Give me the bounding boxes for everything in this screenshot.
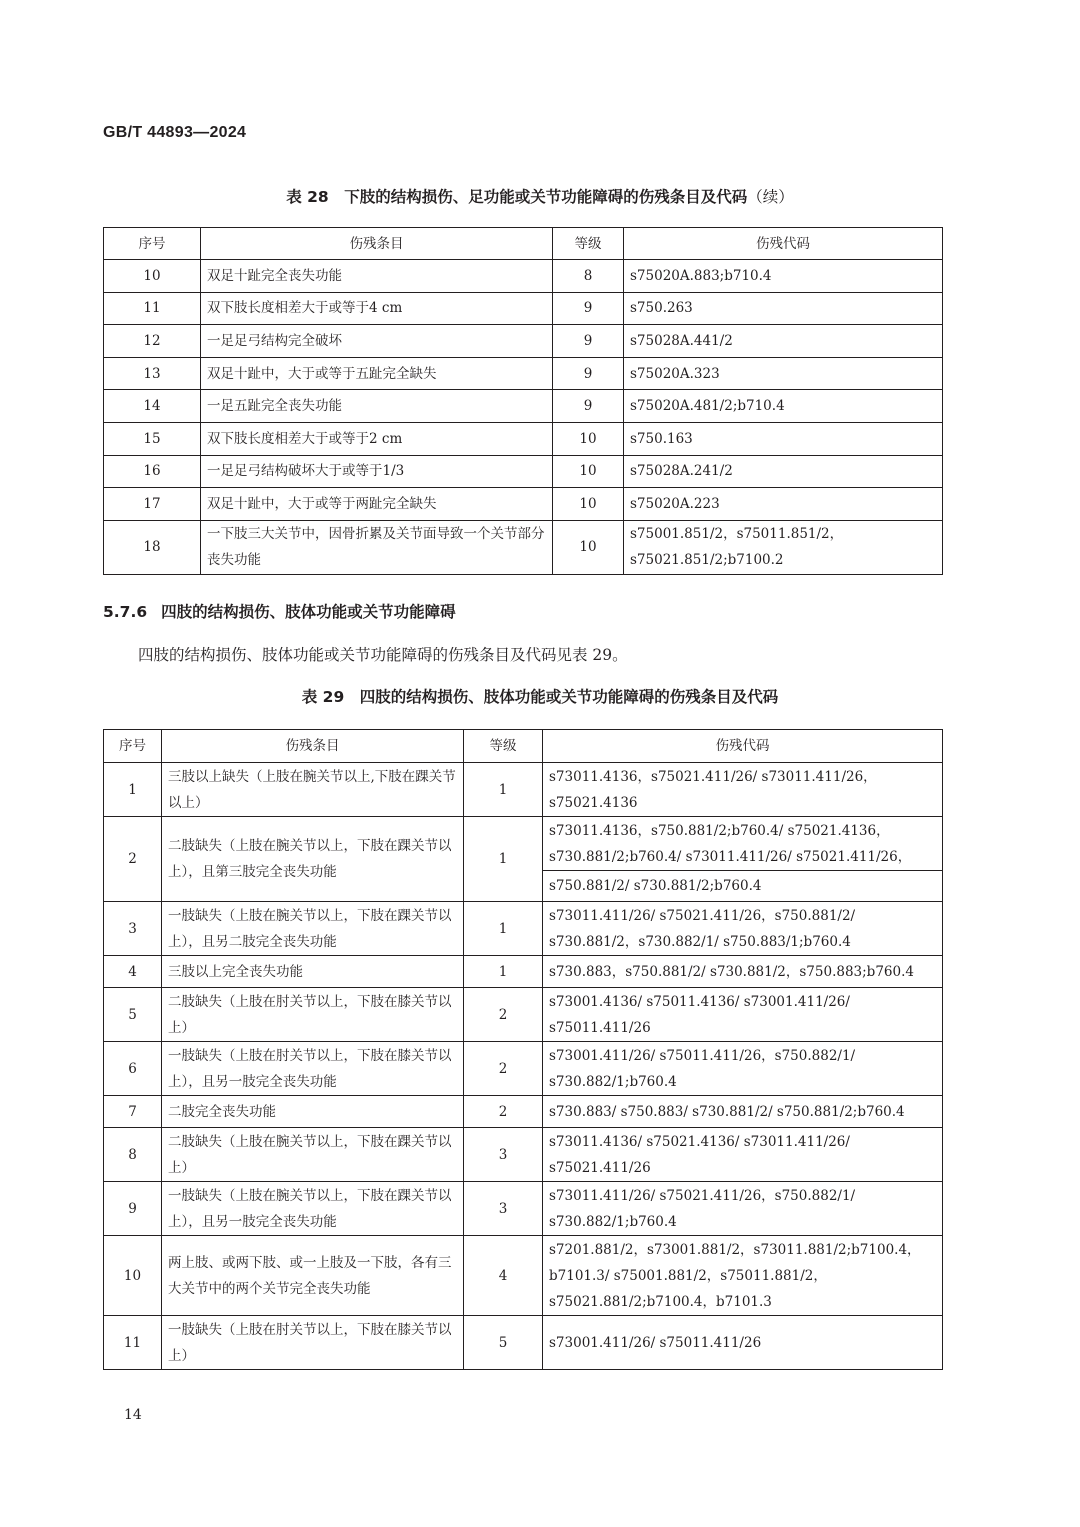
row-grade: 4 [464,1236,543,1316]
table-29 [103,729,943,1370]
table-row [104,763,943,817]
column-header-grade: 等级 [553,228,624,260]
row-item: 双下肢长度相差大于或等于2 cm [201,422,553,455]
row-no: 8 [104,1128,162,1182]
row-no: 14 [104,390,201,423]
row-grade: 2 [464,1042,543,1096]
row-code: s730.883/ s750.883/ s730.881/2/ s750.881/2;b760.4 [543,1096,943,1128]
table-row [104,988,943,1042]
table-28-caption-text: 表 28 下肢的结构损伤、足功能或关节功能障碍的伤残条目及代码 [286,188,748,206]
document-id: GB/T 44893—2024 [103,124,247,141]
row-item: 一下肢三大关节中，因骨折累及关节面导致一个关节部分丧失功能 [201,520,553,574]
column-header-code: 伤残代码 [543,730,943,763]
table-row [104,325,943,358]
row-code: s75001.851/2，s75011.851/2，s75021.851/2;b7100.2 [624,520,943,574]
table-row [104,1236,943,1316]
row-code-continued: s750.881/2/ s730.881/2;b760.4 [543,871,943,902]
row-item: 二肢缺失（上肢在腕关节以上，下肢在踝关节以上），且第三肢完全丧失功能 [162,817,464,902]
row-grade: 3 [464,1128,543,1182]
row-grade: 1 [464,817,543,902]
table-28-continued-label: （续） [747,188,794,206]
row-code: s75020A.223 [624,488,943,521]
row-no: 17 [104,488,201,521]
section-heading [103,600,456,622]
row-no: 16 [104,455,201,488]
row-code: s73011.4136，s750.881/2;b760.4/ s75021.4136，s730.881/2;b760.4/ s73011.411/26/ s75021.411/26， [543,817,943,871]
section-paragraph: 四肢的结构损伤、肢体功能或关节功能障碍的伤残条目及代码见表 29。 [138,646,628,664]
row-grade: 1 [464,956,543,988]
row-grade: 2 [464,988,543,1042]
column-header-grade: 等级 [464,730,543,763]
row-code: s75020A.323 [624,357,943,390]
row-grade: 10 [553,488,624,521]
table-row [104,1316,943,1370]
section-number: 5.7.6 [103,603,148,621]
row-no: 18 [104,520,201,574]
column-header-no: 序号 [104,228,201,260]
table-row [104,956,943,988]
row-grade: 9 [553,357,624,390]
row-item: 双足十趾中，大于或等于两趾完全缺失 [201,488,553,521]
row-no: 11 [104,1316,162,1370]
page-number: 14 [124,1407,142,1423]
table-row [104,422,943,455]
row-no: 13 [104,357,201,390]
row-no: 12 [104,325,201,358]
row-grade: 1 [464,902,543,956]
table-28-caption [0,185,1080,207]
row-code: s75028A.441/2 [624,325,943,358]
table-row [104,455,943,488]
row-no: 5 [104,988,162,1042]
row-grade: 10 [553,422,624,455]
row-code: s73011.4136/ s75021.4136/ s73011.411/26/ s75021.411/26 [543,1128,943,1182]
row-code: s75028A.241/2 [624,455,943,488]
row-code: s73001.411/26/ s75011.411/26 [543,1316,943,1370]
row-item: 二肢完全丧失功能 [162,1096,464,1128]
row-no: 6 [104,1042,162,1096]
table-row [104,520,943,574]
table-row [104,1128,943,1182]
row-code: s75020A.481/2;b710.4 [624,390,943,423]
table-row [104,817,943,871]
row-item: 二肢缺失（上肢在肘关节以上，下肢在膝关节以上） [162,988,464,1042]
row-item: 一足足弓结构破坏大于或等于1/3 [201,455,553,488]
row-item: 一肢缺失（上肢在腕关节以上，下肢在踝关节以上），且另一肢完全丧失功能 [162,1182,464,1236]
row-grade: 9 [553,292,624,325]
row-no: 10 [104,260,201,293]
column-header-code: 伤残代码 [624,228,943,260]
row-item: 双足十趾完全丧失功能 [201,260,553,293]
row-grade: 8 [553,260,624,293]
table-row [104,1096,943,1128]
column-header-no: 序号 [104,730,162,763]
row-item: 二肢缺失（上肢在腕关节以上，下肢在踝关节以上） [162,1128,464,1182]
row-grade: 9 [553,325,624,358]
table-29-caption: 表 29 四肢的结构损伤、肢体功能或关节功能障碍的伤残条目及代码 [301,688,779,706]
row-no: 7 [104,1096,162,1128]
row-item: 一足五趾完全丧失功能 [201,390,553,423]
row-grade: 10 [553,455,624,488]
row-code: s730.883，s750.881/2/ s730.881/2，s750.883;b760.4 [543,956,943,988]
section-title: 四肢的结构损伤、肢体功能或关节功能障碍 [161,603,456,621]
row-code: s73001.411/26/ s75011.411/26，s750.882/1/ s730.882/1;b760.4 [543,1042,943,1096]
column-header-item: 伤残条目 [162,730,464,763]
row-code: s73001.4136/ s75011.4136/ s73001.411/26/ s75011.411/26 [543,988,943,1042]
row-grade: 2 [464,1096,543,1128]
table-header-row [104,730,943,763]
row-grade: 5 [464,1316,543,1370]
row-no: 15 [104,422,201,455]
table-row [104,260,943,293]
row-grade: 10 [553,520,624,574]
table-row [104,292,943,325]
row-no: 9 [104,1182,162,1236]
row-code: s73011.411/26/ s75021.411/26，s750.881/2/ s730.881/2，s730.882/1/ s750.883/1;b760.4 [543,902,943,956]
row-item: 一肢缺失（上肢在腕关节以上，下肢在踝关节以上），且另二肢完全丧失功能 [162,902,464,956]
row-no: 2 [104,817,162,902]
row-code: s750.263 [624,292,943,325]
row-item: 两上肢、或两下肢、或一上肢及一下肢，各有三大关节中的两个关节完全丧失功能 [162,1236,464,1316]
row-code: s75020A.883;b710.4 [624,260,943,293]
row-no: 3 [104,902,162,956]
table-row [104,357,943,390]
row-item: 双下肢长度相差大于或等于4 cm [201,292,553,325]
row-no: 4 [104,956,162,988]
row-item: 三肢以上完全丧失功能 [162,956,464,988]
table-row [104,1042,943,1096]
table-28 [103,227,943,575]
row-code: s7201.881/2，s73001.881/2，s73011.881/2;b7100.4，b7101.3/ s75001.881/2，s75011.881/2，s75021.881/2;b7100.4，b7101.3 [543,1236,943,1316]
row-item: 三肢以上缺失（上肢在腕关节以上,下肢在踝关节以上） [162,763,464,817]
row-grade: 9 [553,390,624,423]
table-row [104,488,943,521]
row-code: s73011.411/26/ s75021.411/26，s750.882/1/ s730.882/1;b760.4 [543,1182,943,1236]
row-no: 1 [104,763,162,817]
row-no: 11 [104,292,201,325]
row-item: 一肢缺失（上肢在肘关节以上，下肢在膝关节以上），且另一肢完全丧失功能 [162,1042,464,1096]
row-code: s750.163 [624,422,943,455]
row-grade: 1 [464,763,543,817]
table-row [104,390,943,423]
row-no: 10 [104,1236,162,1316]
row-code: s73011.4136，s75021.411/26/ s73011.411/26，s75021.4136 [543,763,943,817]
column-header-item: 伤残条目 [201,228,553,260]
table-header-row [104,228,943,260]
table-row [104,1182,943,1236]
table-row [104,902,943,956]
row-item: 双足十趾中，大于或等于五趾完全缺失 [201,357,553,390]
row-item: 一足足弓结构完全破坏 [201,325,553,358]
row-grade: 3 [464,1182,543,1236]
row-item: 一肢缺失（上肢在肘关节以上，下肢在膝关节以上） [162,1316,464,1370]
